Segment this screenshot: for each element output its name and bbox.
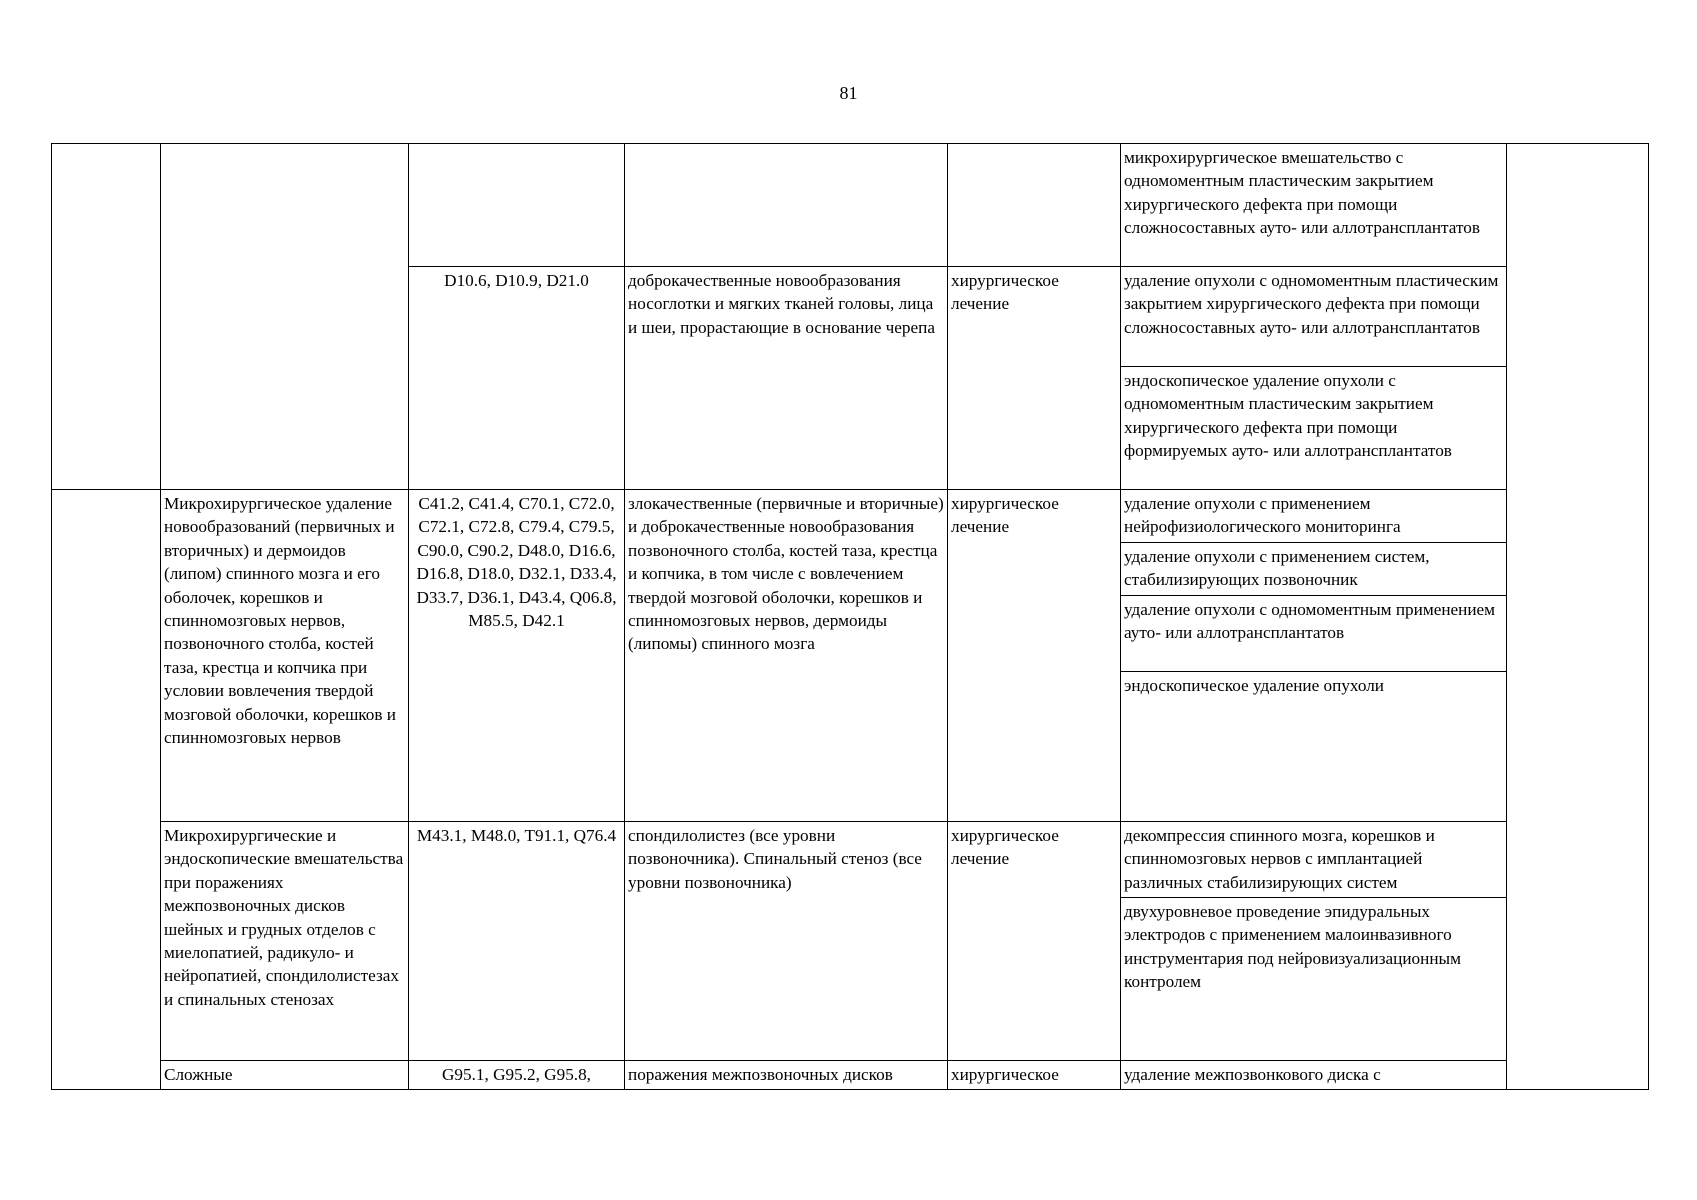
model-text: доброкачественные новообразования носоглотки и мягких тканей головы, лица и шеи, прорастающие в основание черепа bbox=[628, 271, 935, 337]
method-cell bbox=[1121, 596, 1507, 672]
method-text: микрохирургическое вмешательство с одномоментным пластическим закрытием хирургического дефекта при помощи сложносоставных ауто- или аллотрансплантатов bbox=[1124, 148, 1480, 238]
page-number: 81 bbox=[839, 83, 858, 103]
table-row bbox=[52, 490, 1649, 543]
name-cell bbox=[161, 1061, 409, 1090]
method-text: удаление опухоли с применением нейрофизиологического мониторинга bbox=[1124, 494, 1401, 537]
table-row bbox=[52, 144, 1649, 267]
codes-cell bbox=[409, 822, 625, 1061]
method-cell bbox=[1121, 1061, 1507, 1090]
treatment-text: хирургическое bbox=[951, 1065, 1059, 1084]
method-text: удаление опухоли с одномоментным применением ауто- или аллотрансплантатов bbox=[1124, 600, 1496, 643]
method-cell bbox=[1121, 822, 1507, 898]
method-cell bbox=[1121, 367, 1507, 490]
codes-cell bbox=[409, 267, 625, 490]
method-text: двухуровневое проведение эпидуральных электродов с применением малоинвазивного инструментария под нейровизуализационным контролем bbox=[1124, 902, 1461, 992]
col-number-cell bbox=[52, 144, 161, 490]
treatment-cell bbox=[948, 822, 1121, 1061]
method-cell bbox=[1121, 267, 1507, 367]
treatment-text: хирургическое лечение bbox=[951, 494, 1059, 537]
treatment-cell bbox=[948, 267, 1121, 490]
col-treatment-cell bbox=[948, 144, 1121, 267]
model-cell bbox=[625, 822, 948, 1061]
model-cell bbox=[625, 1061, 948, 1090]
model-text: злокачественные (первичные и вторичные) и доброкачественные новообразования позвоночного столба, костей таза, крестца и копчика, в том числе с вовлечением твердой мозговой оболочки, корешков и спинномозговых нервов, дермоиды (липомы) спинного мозга bbox=[628, 494, 944, 654]
col-codes-cell bbox=[409, 144, 625, 267]
model-cell bbox=[625, 490, 948, 822]
model-text: спондилолистез (все уровни позвоночника). Спинальный стеноз (все уровни позвоночника) bbox=[628, 826, 922, 892]
method-cell bbox=[1121, 672, 1507, 822]
method-text: удаление опухоли с применением систем, стабилизирующих позвоночник bbox=[1124, 547, 1430, 590]
col-model-cell bbox=[625, 144, 948, 267]
name-text: Микрохирургические и эндоскопические вмешательства при поражениях межпозвоночных дисков шейных и грудных отделов с миелопатией, радикуло- и нейропатией, спондилолистезах и спинальных стенозах bbox=[164, 826, 404, 1009]
method-cell bbox=[1121, 898, 1507, 1061]
treatment-text: хирургическое лечение bbox=[951, 271, 1059, 314]
method-text: декомпрессия спинного мозга, корешков и спинномозговых нервов с имплантацией различных стабилизирующих систем bbox=[1124, 826, 1435, 892]
codes-text: D10.6, D10.9, D21.0 bbox=[444, 271, 589, 290]
name-cell bbox=[161, 490, 409, 822]
codes-text: M43.1, M48.0, T91.1, Q76.4 bbox=[416, 826, 617, 845]
method-cell bbox=[1121, 490, 1507, 543]
method-text: эндоскопическое удаление опухоли bbox=[1124, 676, 1385, 695]
col-name-cell bbox=[161, 144, 409, 490]
col-number-cell bbox=[52, 490, 161, 1090]
model-cell bbox=[625, 267, 948, 490]
codes-cell bbox=[409, 1061, 625, 1090]
method-text: удаление межпозвонкового диска с bbox=[1124, 1065, 1381, 1084]
method-cell bbox=[1121, 543, 1507, 596]
treatment-cell bbox=[948, 490, 1121, 822]
name-text: Сложные bbox=[164, 1065, 233, 1084]
method-cell bbox=[1121, 144, 1507, 267]
table-row bbox=[52, 822, 1649, 898]
codes-text: G95.1, G95.2, G95.8, bbox=[442, 1065, 591, 1084]
method-text: эндоскопическое удаление опухоли с одномоментным пластическим закрытием хирургического дефекта при помощи формируемых ауто- или аллотрансплантатов bbox=[1124, 371, 1452, 461]
codes-cell bbox=[409, 490, 625, 822]
model-text: поражения межпозвоночных дисков bbox=[628, 1065, 893, 1084]
treatment-text: хирургическое лечение bbox=[951, 826, 1059, 869]
treatment-cell bbox=[948, 1061, 1121, 1090]
method-text: удаление опухоли с одномоментным пластическим закрытием хирургического дефекта при помощи сложносоставных ауто- или аллотрансплантатов bbox=[1124, 271, 1499, 337]
name-text: Микрохирургическое удаление новообразований (первичных и вторичных) и дермоидов (липом) спинного мозга и его оболочек, корешков и спинномозговых нервов, позвоночного столба, костей таза, крестца и копчика при условии вовлечения твердой мозговой оболочки, корешков и спинномозговых нервов bbox=[164, 494, 396, 748]
table-row bbox=[52, 1061, 1649, 1090]
medical-care-table bbox=[51, 143, 1649, 1090]
name-cell bbox=[161, 822, 409, 1061]
col-cost-cell bbox=[1507, 144, 1649, 1090]
codes-text: C41.2, C41.4, C70.1, C72.0, C72.1, C72.8, C79.4, C79.5, C90.0, C90.2, D48.0, D16.6, D16.8, D18.0, D32.1, D33.4, D33.7, D36.1, D43.4, Q06.8, M85.5, D42.1 bbox=[416, 494, 617, 631]
